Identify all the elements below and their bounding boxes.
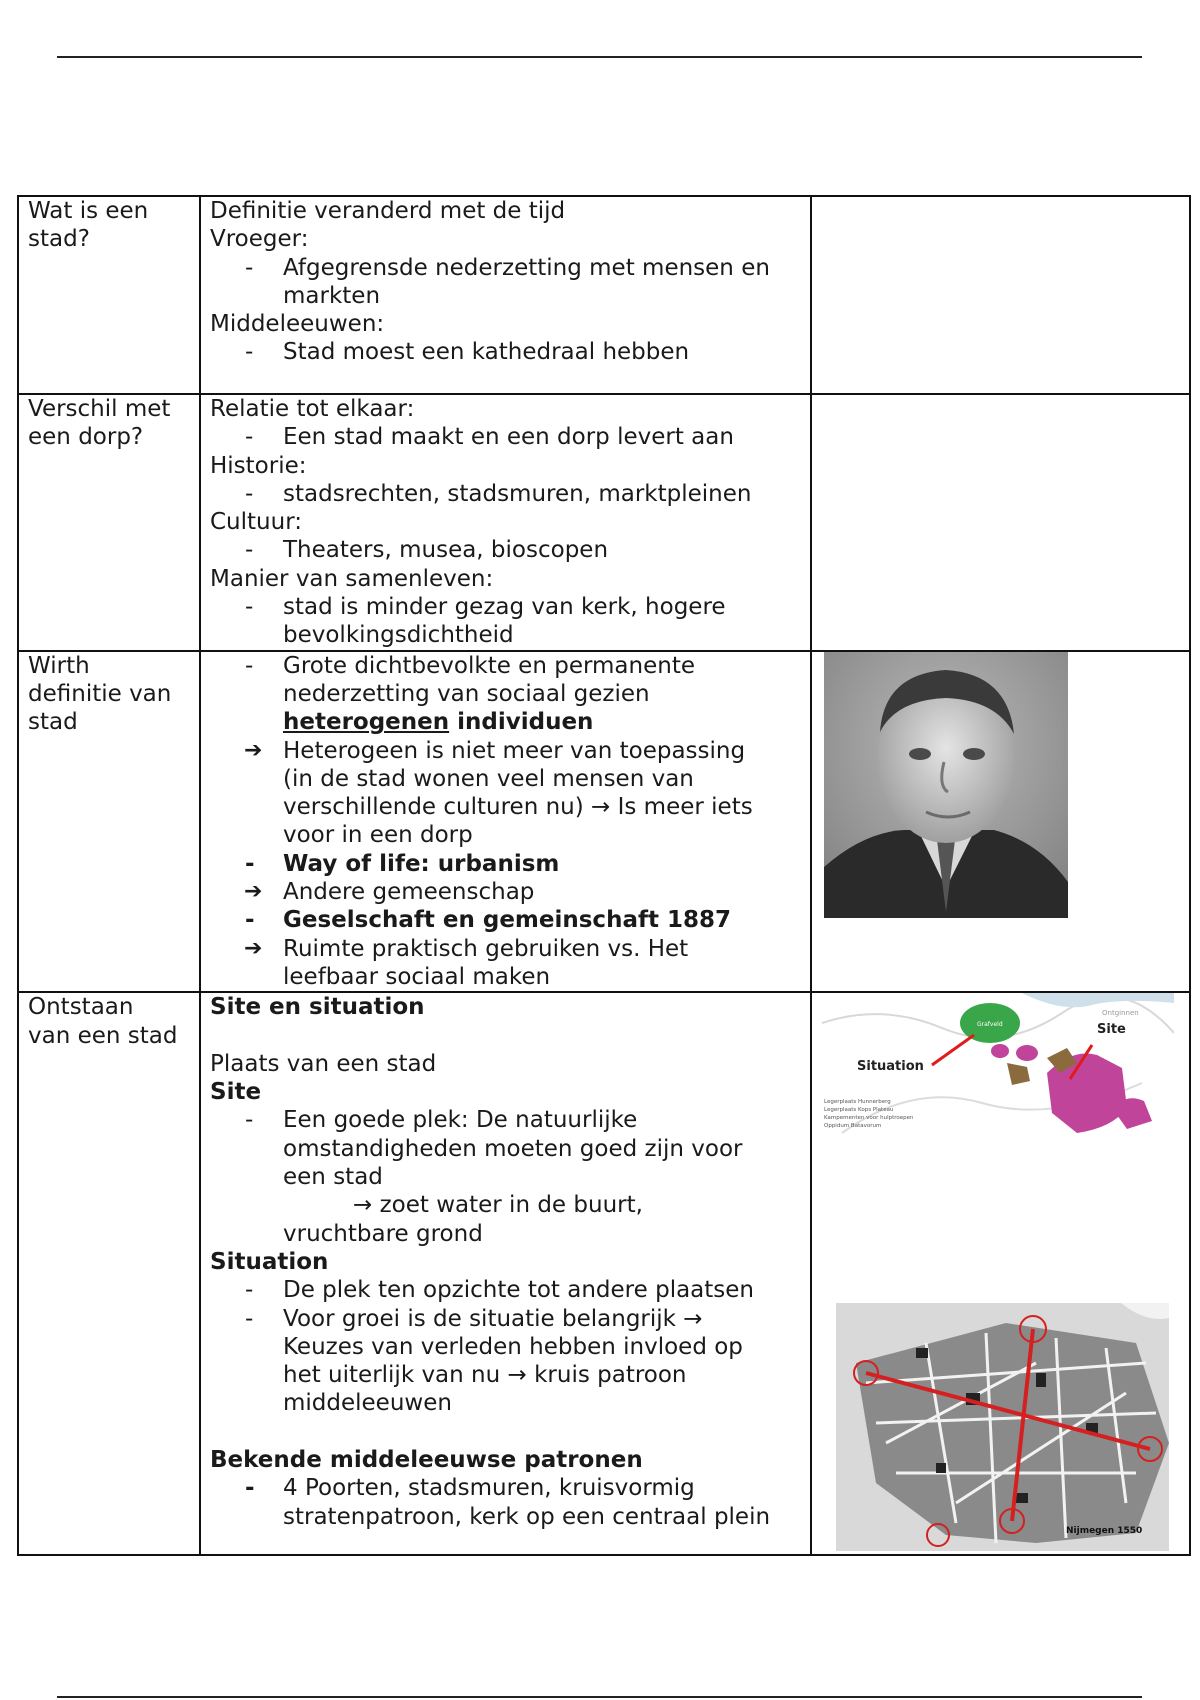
row-image-cell: [811, 651, 1190, 993]
arrow-bullet-icon: ➔: [244, 737, 263, 763]
list-item: - stad is minder gezag van kerk, hogere bevolkingsdichtheid: [245, 594, 726, 649]
svg-text:Site: Site: [1097, 1022, 1126, 1038]
list-item: - Een goede plek: De natuurlijke omstandigheden moeten goed zijn voor een stad: [245, 1107, 743, 1191]
row-content: Relatie tot elkaar: - Een stad maakt en een dorp levert aan Historie: - stadsrechten, stadsmuren, marktpleinen Cultuur: - Theaters, musea, bioscopen Manier van samenleven: - stad is minder gezag van kerk, hogere bevolkingsdichtheid: [200, 394, 811, 651]
svg-text:Kampementen voor hulptroepen: Kampementen voor hulptroepen: [824, 1115, 914, 1122]
list-item: - Afgegrensde nederzetting met mensen en markten: [245, 254, 770, 309]
table-row: [18, 651, 1190, 993]
row-content: [200, 651, 811, 993]
list-item: ➔ Ruimte praktisch gebruiken vs. Het leefbaar sociaal maken: [244, 935, 689, 990]
row-label: Wat is een stad?: [18, 196, 200, 394]
list-item: - Theaters, musea, bioscopen: [245, 537, 609, 564]
svg-text:Oppidum Batavorum: Oppidum Batavorum: [824, 1123, 882, 1130]
list-item: - 4 Poorten, stadsmuren, kruisvormig stratenpatroon, kerk op een centraal plein: [245, 1475, 771, 1530]
list-item: - Stad moest een kathedraal hebben: [245, 339, 690, 366]
notes-table: [17, 195, 1191, 1556]
svg-text:Legerplaats Hunnerberg: Legerplaats Hunnerberg: [824, 1099, 891, 1106]
list-item: ➔ Andere gemeenschap: [244, 879, 535, 906]
list-item: - stadsrechten, stadsmuren, marktpleinen: [245, 480, 752, 507]
row-content: Site en situation Plaats van een stad Site - Een goede plek: De natuurlijke omstandigheden moeten goed zijn voor een stad → zoet water in de buurt, vruchtbare grond Situation - De plek ten opzichte tot andere plaatsen - Voor groei is de situatie belangrijk → Keuzes van verleden hebben invloed op het uiterlijk van nu → kruis patroon middeleeuwen Bekende middeleeuwse patronen - 4 Poorten, stadsmuren, kruisvormig stratenpatroon, kerk op een centraal plein: [200, 992, 811, 1555]
row-content: Definitie veranderd met de tijd Vroeger: - Afgegrensde nederzetting met mensen en markten Middeleeuwen: - Stad moest een kathedraal hebben: [200, 196, 811, 394]
footer-rule: [57, 1696, 1142, 1698]
list-item: - Een stad maakt en een dorp levert aan: [245, 424, 734, 451]
list-item: - Way of life: urbanism: [245, 850, 560, 877]
svg-text:Grafveld: Grafveld: [977, 1021, 1003, 1029]
row-label: Verschil met een dorp?: [18, 394, 200, 651]
table-row: [18, 992, 1190, 1555]
svg-text:Situation: Situation: [857, 1059, 924, 1075]
row-image-cell: [811, 196, 1190, 394]
row-label: Wirth definitie van stad: [18, 651, 200, 993]
table-row: [18, 394, 1190, 651]
list-item: ➔ Heterogeen is niet meer van toepassing (in de stad wonen veel mensen van verschillende culturen nu) → Is meer iets voor in een dorp: [244, 737, 753, 849]
svg-text:Ontginnen: Ontginnen: [1102, 1009, 1139, 1018]
svg-text:Legerplaats Kops Plateau: Legerplaats Kops Plateau: [824, 1107, 894, 1114]
svg-text:Nijmegen 1550: Nijmegen 1550: [1066, 1526, 1143, 1537]
list-item: - De plek ten opzichte tot andere plaatsen: [245, 1277, 754, 1304]
header-rule: [57, 56, 1142, 58]
list-item: - Voor groei is de situatie belangrijk → Keuzes van verleden hebben invloed op het uiterlijk van nu → kruis patroon middeleeuwen: [245, 1305, 743, 1417]
table-row: [18, 196, 1190, 394]
portrait-photo: [824, 652, 1068, 918]
arrow-bullet-icon: ➔: [244, 879, 263, 905]
nijmegen-city-map: [836, 1303, 1169, 1551]
list-item: - Grote dichtbevolkte en permanente nederzetting van sociaal gezien heterogenen individuen: [245, 652, 695, 736]
row-image-cell: [811, 992, 1190, 1555]
row-label: Ontstaan van een stad: [18, 992, 200, 1555]
list-item: - Geselschaft en gemeinschaft 1887: [245, 907, 731, 934]
site-situation-map: [822, 993, 1174, 1139]
row-image-cell: [811, 394, 1190, 651]
arrow-bullet-icon: ➔: [244, 935, 263, 961]
